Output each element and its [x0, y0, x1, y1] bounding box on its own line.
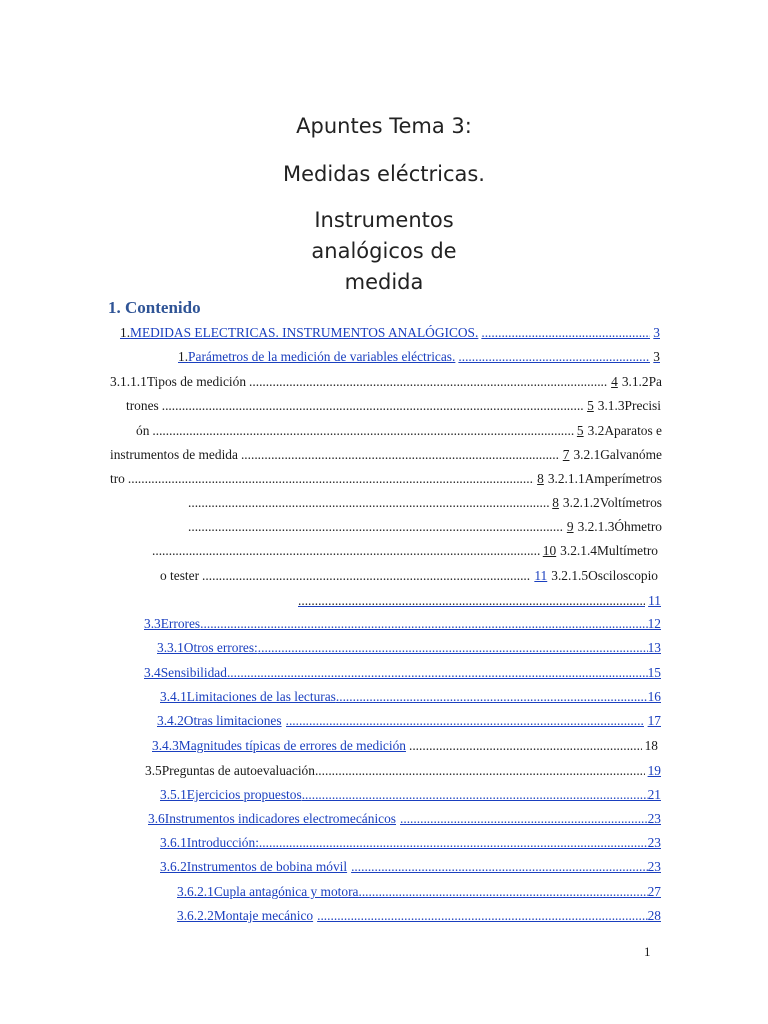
toc-page: 28 [647, 908, 661, 923]
toc-label-next: 3.2.1.5Osciloscopio [551, 568, 658, 583]
toc-leader [188, 518, 564, 536]
toc-page: 10 [542, 543, 557, 558]
toc-page: 18 [644, 738, 658, 753]
toc-entry-instrumentos-de-medida[interactable] [110, 446, 662, 464]
title-line-2: Medidas eléctricas. [283, 162, 485, 186]
toc-entry-magnitudes-tipicas[interactable] [152, 737, 658, 755]
toc-leader [302, 786, 648, 804]
toc-entry-introduccion[interactable] [160, 834, 661, 852]
toc-leader [351, 858, 648, 876]
toc-page: 23 [647, 859, 661, 874]
toc-label: trones [126, 398, 159, 413]
toc-page: 12 [647, 616, 661, 631]
toc-entry-limitaciones-lecturas[interactable] [160, 688, 661, 706]
toc-entry-errores[interactable] [144, 615, 661, 633]
toc-number: 1. [120, 325, 131, 340]
toc-entry-multimetro[interactable] [160, 567, 658, 585]
toc-leader [200, 615, 647, 633]
toc-leader [152, 422, 574, 440]
toc-leader [241, 446, 560, 464]
toc-label-next: 3.1.3Precisi [597, 398, 661, 413]
toc-entry-preguntas-autoevaluacion[interactable] [145, 762, 661, 780]
toc-page: 21 [647, 787, 661, 802]
toc-leader [128, 470, 534, 488]
toc-label-next: 3.2.1.2Voltímetros [562, 495, 662, 510]
toc-entry-voltimetros[interactable] [188, 518, 662, 536]
toc-entry-cupla-antagonica[interactable] [177, 883, 661, 901]
toc-label: o tester [160, 568, 200, 583]
toc-label: 3.5.1Ejercicios propuestos [160, 787, 302, 802]
toc-label: 3.4Sensibilidad [144, 665, 227, 680]
toc-label: Parámetros de la medición de variables eléctricas. [188, 349, 456, 364]
toc-leader [336, 688, 648, 706]
toc-leader [258, 639, 648, 657]
toc-page: 23 [647, 835, 661, 850]
toc-label: 3.4.1Limitaciones de las lecturas [160, 689, 336, 704]
toc-entry-instrumentos-electromecanicos[interactable] [148, 810, 661, 828]
toc-entry-amperimetros[interactable] [188, 494, 662, 512]
toc-entry-precision[interactable] [136, 422, 662, 440]
toc-leader [202, 567, 531, 585]
toc-leader [227, 664, 648, 682]
toc-label: 3.6Instrumentos indicadores electromecánicos [148, 811, 397, 826]
contents-heading: 1. Contenido [108, 298, 201, 317]
toc-leader [162, 397, 584, 415]
toc-label: 3.4.2Otras limitaciones [157, 713, 282, 728]
toc-label-next: 3.2.1.1Amperímetros [547, 471, 662, 486]
toc-label: 3.3.1Otros errores: [157, 640, 258, 655]
toc-leader [481, 324, 650, 342]
toc-page: 27 [647, 884, 661, 899]
toc-label-next: 3.2.1Galvanóme [573, 447, 662, 462]
toc-page: 7 [562, 447, 570, 462]
toc-leader [259, 834, 648, 852]
toc-entry-parametros[interactable] [178, 348, 660, 366]
page-number: 1 [644, 944, 651, 959]
toc-leader [317, 907, 648, 925]
toc-label: 3.4.3Magnitudes típicas de errores de medición [152, 738, 406, 753]
toc-page: 11 [648, 593, 661, 608]
toc-label: tro [110, 471, 125, 486]
toc-leader [249, 373, 608, 391]
toc-number: 1. [178, 349, 189, 364]
toc-label: 3.6.2Instrumentos de bobina móvil [160, 859, 348, 874]
toc-leader [152, 542, 540, 560]
toc-page: 13 [647, 640, 661, 655]
toc-page: 15 [647, 665, 661, 680]
toc-leader [315, 762, 645, 780]
toc-label-next: 3.1.2Pa [621, 374, 662, 389]
toc-leader [358, 883, 647, 901]
toc-label-next: 3.2.1.3Óhmetro [577, 519, 662, 534]
toc-entry-galvanometro[interactable] [110, 470, 662, 488]
toc-entry-tipos-medicion[interactable] [110, 373, 662, 391]
toc-label: 3.1.1.1Tipos de medición [110, 374, 247, 389]
toc-entry-ejercicios-propuestos[interactable] [160, 786, 661, 804]
toc-entry-osciloscopio[interactable] [298, 592, 661, 610]
toc-page: 17 [647, 713, 661, 728]
toc-label: ón [136, 423, 150, 438]
toc-entry-medidas-electricas[interactable] [120, 324, 660, 342]
toc-page: 19 [647, 763, 661, 778]
toc-leader [298, 592, 645, 610]
toc-entry-sensibilidad[interactable] [144, 664, 661, 682]
toc-leader [400, 810, 648, 828]
toc-entry-bobina-movil[interactable] [160, 858, 661, 876]
toc-leader [458, 348, 650, 366]
toc-page: 3 [653, 349, 660, 364]
toc-label: MEDIDAS ELECTRICAS. INSTRUMENTOS ANALÓGICOS. [130, 325, 479, 340]
toc-entry-otros-errores[interactable] [157, 639, 661, 657]
toc-entry-otras-limitaciones[interactable] [157, 712, 661, 730]
toc-page: 4 [611, 374, 618, 389]
toc-entry-montaje-mecanico[interactable] [177, 907, 661, 925]
toc-label: 3.6.2.2Montaje mecánico [177, 908, 314, 923]
title-line-4: analógicos de [311, 239, 457, 263]
toc-page: 5 [576, 423, 584, 438]
toc-label: 3.3Errores [144, 616, 201, 631]
toc-page: 8 [537, 471, 544, 486]
toc-label: 3.6.1Introducción: [160, 835, 259, 850]
toc-page: 5 [587, 398, 594, 413]
toc-page: 9 [566, 519, 574, 534]
title-line-5: medida [344, 270, 424, 294]
toc-leader [286, 712, 644, 730]
toc-page: 8 [552, 495, 559, 510]
title-line-3: Instrumentos [314, 208, 454, 232]
toc-page: 23 [647, 811, 661, 826]
toc-label: instrumentos de medida [110, 447, 238, 462]
toc-leader [188, 494, 549, 512]
toc-entry-ohmetro[interactable] [152, 542, 658, 560]
toc-label-next: 3.2Aparatos e [587, 423, 662, 438]
toc-label-next: 3.2.1.4Multímetro [560, 543, 658, 558]
toc-label: 3.5Preguntas de autoevaluación [145, 763, 315, 778]
toc-page: 11 [534, 568, 548, 583]
toc-page: 16 [647, 689, 661, 704]
toc-label: 3.6.2.1Cupla antagónica y motora [177, 884, 359, 899]
toc-page: 3 [653, 325, 660, 340]
title-line-1: Apuntes Tema 3: [296, 114, 472, 138]
toc-leader [409, 737, 642, 755]
toc-entry-patrones[interactable] [126, 397, 661, 415]
